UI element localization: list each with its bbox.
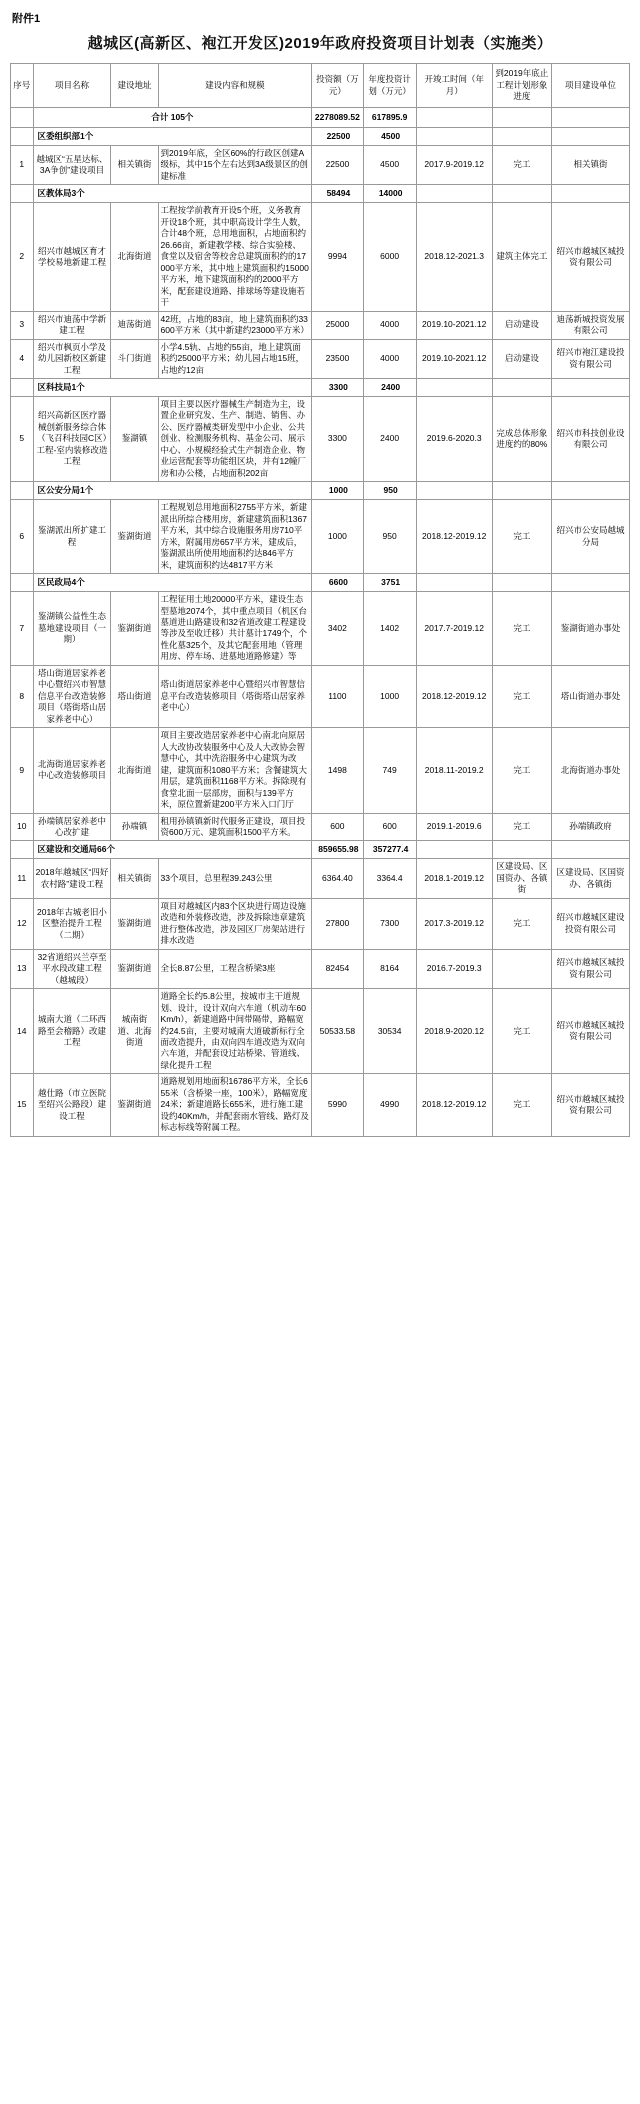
- section-label: 区民政局4个: [33, 574, 312, 592]
- section-no: [11, 128, 34, 146]
- section-schedule: [416, 128, 492, 146]
- section-annual-plan: 14000: [363, 185, 416, 203]
- col-project-name: 项目名称: [33, 64, 111, 108]
- row-schedule: 2018.12-2019.12: [416, 665, 492, 727]
- section-label: 区教体局3个: [33, 185, 312, 203]
- row-unit: 北海街道办事处: [552, 728, 630, 813]
- row-schedule: 2019.10-2021.12: [416, 311, 492, 339]
- row-no: 15: [11, 1074, 34, 1136]
- row-content: 小学4.5轨、占地约55亩，地上建筑面积约25000平方米；幼儿园占地15班，占地约12亩: [158, 339, 312, 378]
- row-annual-plan: 749: [363, 728, 416, 813]
- table-section-row: [11, 482, 630, 500]
- row-project-name: 越城区“五星达标、3A争创”建设项目: [33, 146, 111, 185]
- row-progress: 完工: [492, 592, 551, 666]
- section-progress: [492, 128, 551, 146]
- row-content: 项目对越城区内83个区块进行周边设施改造和外装修改造，涉及拆除违章建筑进行整体改造，涉及园区厂房架站进行排水改造: [158, 898, 312, 949]
- row-progress: 建筑主体完工: [492, 203, 551, 311]
- table-row: [11, 859, 630, 898]
- row-project-name: 越仕路（市立医院至绍兴公路段）建设工程: [33, 1074, 111, 1136]
- col-no: 序号: [11, 64, 34, 108]
- row-investment: 9994: [312, 203, 363, 311]
- row-unit: 绍兴市袍江建设投资有限公司: [552, 339, 630, 378]
- row-unit: 孙端镇政府: [552, 813, 630, 841]
- row-no: 10: [11, 813, 34, 841]
- section-unit: [552, 128, 630, 146]
- row-investment: 50533.58: [312, 989, 363, 1074]
- table-row: [11, 339, 630, 378]
- table-row: [11, 592, 630, 666]
- row-content: 项目主要改造居家养老中心南北向原居人大改协改装服务中心及人大改协会智慧中心，其中洗浴服务中心建筑为改建，建筑面积1080平方米；含餐建筑大用层，建筑面积1168平方米。拆除现有食堂北面一层部房，面积与139平方米，原位置新建200平方米入口门厅: [158, 728, 312, 813]
- row-project-name: 城南大道（二环西路至会稽路）改建工程: [33, 989, 111, 1074]
- table-section-row: [11, 128, 630, 146]
- row-progress: 完工: [492, 665, 551, 727]
- section-unit: [552, 482, 630, 500]
- section-schedule: [416, 841, 492, 859]
- row-unit: 绍兴市公安局越城分局: [552, 500, 630, 574]
- row-unit: 区建设局、区国资办、各镇街: [552, 859, 630, 898]
- row-unit: 迪荡新城投资发展有限公司: [552, 311, 630, 339]
- row-no: 5: [11, 396, 34, 481]
- section-annual-plan: 357277.4: [363, 841, 416, 859]
- row-no: 7: [11, 592, 34, 666]
- table-row: [11, 813, 630, 841]
- row-content: 工程规划总用地面积2755平方米，新建派出所综合楼用房，新建建筑面积1367平方米，其中综合设施服务用房710平方米，附属用房657平方米，建成后，鉴湖派出所使用地面积约达846平方米，建筑面积约达4817平方米: [158, 500, 312, 574]
- section-no: [11, 574, 34, 592]
- row-progress: 完工: [492, 728, 551, 813]
- row-annual-plan: 4500: [363, 146, 416, 185]
- row-project-name: 2018年越城区“四好农村路”建设工程: [33, 859, 111, 898]
- row-content: 项目主要以医疗器械生产制造为主，设置企业研究发、生产、制造、销售、办公、医疗器械类研发型中小企业、公共创业、检测服务机构、基金公司、展示中心、小规模经验式生产制造企业、物业运营配套等功能组区块，并有12幢厂房和办公楼，占地面积202亩: [158, 396, 312, 481]
- section-schedule: [416, 378, 492, 396]
- total-schedule: [416, 108, 492, 128]
- row-investment: 23500: [312, 339, 363, 378]
- section-investment: 22500: [312, 128, 363, 146]
- col-annual-plan: 年度投资计划（万元）: [363, 64, 416, 108]
- row-progress: 启动建设: [492, 311, 551, 339]
- section-annual-plan: 3751: [363, 574, 416, 592]
- row-progress: 完成总体形象进度约的80%: [492, 396, 551, 481]
- row-progress: 完工: [492, 898, 551, 949]
- page-title: 越城区(高新区、袍江开发区)2019年政府投资项目计划表（实施类）: [87, 35, 553, 52]
- table-header: [11, 64, 630, 108]
- row-content: 道路全长约5.8公里，按城市主干道规划、设计，设计双向六车道（机动车60Km/h），新建道路中间带隔带，路幅宽约24.5亩，主要对城南大道破新标行全面改造提升，由双向四车道改造为双向六车道，并配套设过站桥梁、管道线、绿化提升工程: [158, 989, 312, 1074]
- section-investment: 6600: [312, 574, 363, 592]
- total-unit: [552, 108, 630, 128]
- row-location: 北海街道: [111, 728, 158, 813]
- row-no: 9: [11, 728, 34, 813]
- section-label: 区科技局1个: [33, 378, 312, 396]
- section-no: [11, 482, 34, 500]
- row-no: 13: [11, 949, 34, 988]
- section-investment: 1000: [312, 482, 363, 500]
- row-annual-plan: 4000: [363, 339, 416, 378]
- row-no: 12: [11, 898, 34, 949]
- row-content: 42班，占地的83亩，地上建筑面积约33600平方米（其中新建约23000平方米）: [158, 311, 312, 339]
- row-investment: 3402: [312, 592, 363, 666]
- table-row: [11, 1074, 630, 1136]
- row-annual-plan: 4990: [363, 1074, 416, 1136]
- row-content: 到2019年底，全区60%的行政区创建A级标，其中15个左右达到3A级景区的创建标准: [158, 146, 312, 185]
- section-progress: [492, 841, 551, 859]
- row-investment: 27800: [312, 898, 363, 949]
- row-progress: 完工: [492, 1074, 551, 1136]
- row-location: 鉴湖街道: [111, 1074, 158, 1136]
- row-schedule: 2018.12-2021.3: [416, 203, 492, 311]
- row-project-name: 塔山街道居家养老中心暨绍兴市智慧信息平台改造装修项目（塔街塔山居家养老中心）: [33, 665, 111, 727]
- table-row: [11, 665, 630, 727]
- col-content: 建设内容和规模: [158, 64, 312, 108]
- row-location: 城南街道、北海街道: [111, 989, 158, 1074]
- row-location: 北海街道: [111, 203, 158, 311]
- row-no: 4: [11, 339, 34, 378]
- table-row: [11, 311, 630, 339]
- row-project-name: 绍兴高新区医疗器械创新服务综合体（飞召科技园C区）工程-室内装修改造工程: [33, 396, 111, 481]
- section-unit: [552, 841, 630, 859]
- row-project-name: 2018年古城老旧小区整治提升工程（二期）: [33, 898, 111, 949]
- row-no: 1: [11, 146, 34, 185]
- row-progress: 完工: [492, 813, 551, 841]
- table-row: [11, 146, 630, 185]
- row-project-name: 绍兴市迪荡中学新建工程: [33, 311, 111, 339]
- row-content: 租用孙镇镇新时代服务正建设，项目投资600万元、建筑面积1500平方米。: [158, 813, 312, 841]
- row-content: 塔山街道居家养老中心暨绍兴市智慧信息平台改造装修项目（塔街塔山居家养老中心）: [158, 665, 312, 727]
- row-location: 鉴湖街道: [111, 500, 158, 574]
- row-investment: 1498: [312, 728, 363, 813]
- row-schedule: 2018.9-2020.12: [416, 989, 492, 1074]
- table-row: [11, 989, 630, 1074]
- row-location: 鉴湖街道: [111, 898, 158, 949]
- row-annual-plan: 950: [363, 500, 416, 574]
- row-content: 工程征用土地20000平方米，建设生态型墓地2074个，其中重点项目（机区台墓道进山路建设和32省道改建工程建设等涉及至收迁移）共计墓计1749个，个性化墓325个，及其它配套用地（管理用房、停车场、进墓地道路修建）等: [158, 592, 312, 666]
- section-unit: [552, 185, 630, 203]
- row-annual-plan: 6000: [363, 203, 416, 311]
- row-unit: 绍兴市科技创业设有限公司: [552, 396, 630, 481]
- row-annual-plan: 1000: [363, 665, 416, 727]
- row-progress: 完工: [492, 500, 551, 574]
- section-label: 区公安分局1个: [33, 482, 312, 500]
- total-annual-plan: 617895.9: [363, 108, 416, 128]
- row-annual-plan: 7300: [363, 898, 416, 949]
- row-investment: 1100: [312, 665, 363, 727]
- attachment-label: 附件1: [12, 13, 41, 25]
- row-progress: 完工: [492, 989, 551, 1074]
- row-no: 8: [11, 665, 34, 727]
- section-schedule: [416, 185, 492, 203]
- row-project-name: 绍兴市越城区育才学校易地新建工程: [33, 203, 111, 311]
- section-schedule: [416, 574, 492, 592]
- col-progress: 到2019年底止工程计划形象进度: [492, 64, 551, 108]
- row-annual-plan: 1402: [363, 592, 416, 666]
- section-progress: [492, 574, 551, 592]
- row-location: 孙端镇: [111, 813, 158, 841]
- section-no: [11, 841, 34, 859]
- col-location: 建设地址: [111, 64, 158, 108]
- row-unit: 鉴湖街道办事处: [552, 592, 630, 666]
- row-annual-plan: 600: [363, 813, 416, 841]
- row-progress: 完工: [492, 146, 551, 185]
- section-unit: [552, 378, 630, 396]
- section-investment: 58494: [312, 185, 363, 203]
- row-unit: 绍兴市越城区城投资有限公司: [552, 203, 630, 311]
- row-investment: 3300: [312, 396, 363, 481]
- row-schedule: 2018.11-2019.2: [416, 728, 492, 813]
- row-schedule: 2018.12-2019.12: [416, 1074, 492, 1136]
- section-no: [11, 185, 34, 203]
- row-progress: 区建设局、区国资办、各镇街: [492, 859, 551, 898]
- col-investment: 投资额（万元）: [312, 64, 363, 108]
- table-row: [11, 728, 630, 813]
- table-row: [11, 949, 630, 988]
- section-progress: [492, 378, 551, 396]
- row-annual-plan: 8164: [363, 949, 416, 988]
- row-annual-plan: 3364.4: [363, 859, 416, 898]
- row-investment: 6364.40: [312, 859, 363, 898]
- row-schedule: 2017.7-2019.12: [416, 592, 492, 666]
- row-unit: 相关镇街: [552, 146, 630, 185]
- col-schedule: 开竣工时间（年月）: [416, 64, 492, 108]
- row-annual-plan: 4000: [363, 311, 416, 339]
- header-row: [11, 64, 630, 108]
- total-no: [11, 108, 34, 128]
- row-unit: 绍兴市越城区城投资有限公司: [552, 1074, 630, 1136]
- total-label: 合计 105个: [33, 108, 312, 128]
- investment-project-table: [10, 63, 630, 1137]
- row-location: 迪荡街道: [111, 311, 158, 339]
- row-investment: 25000: [312, 311, 363, 339]
- row-location: 鉴湖镇: [111, 396, 158, 481]
- table-row: [11, 898, 630, 949]
- row-schedule: 2017.9-2019.12: [416, 146, 492, 185]
- row-investment: 5990: [312, 1074, 363, 1136]
- section-label: 区建设和交通局66个: [33, 841, 312, 859]
- row-project-name: 绍兴市枫页小学及幼儿园新校区新建工程: [33, 339, 111, 378]
- row-annual-plan: 2400: [363, 396, 416, 481]
- row-content: 道路规划用地面积16786平方米，全长655米（含桥梁一座，100米），路幅宽度24米；新建道路长655米，进行施工建设约40Km/h，并配套雨水管线、路灯及标志标线等附属工程。: [158, 1074, 312, 1136]
- section-annual-plan: 950: [363, 482, 416, 500]
- row-schedule: 2019.10-2021.12: [416, 339, 492, 378]
- row-annual-plan: 30534: [363, 989, 416, 1074]
- row-location: 相关镇街: [111, 146, 158, 185]
- row-progress: 启动建设: [492, 339, 551, 378]
- row-location: 相关镇街: [111, 859, 158, 898]
- row-unit: 绍兴市越城区城投资有限公司: [552, 949, 630, 988]
- row-location: 鉴湖街道: [111, 949, 158, 988]
- row-unit: 塔山街道办事处: [552, 665, 630, 727]
- row-schedule: 2016.7-2019.3: [416, 949, 492, 988]
- table-row: [11, 396, 630, 481]
- row-schedule: 2019.6-2020.3: [416, 396, 492, 481]
- section-progress: [492, 185, 551, 203]
- row-no: 6: [11, 500, 34, 574]
- row-schedule: 2017.3-2019.12: [416, 898, 492, 949]
- table-section-row: [11, 378, 630, 396]
- section-annual-plan: 2400: [363, 378, 416, 396]
- section-label: 区委组织部1个: [33, 128, 312, 146]
- row-schedule: 2019.1-2019.6: [416, 813, 492, 841]
- total-progress: [492, 108, 551, 128]
- section-no: [11, 378, 34, 396]
- total-investment: 2278089.52: [312, 108, 363, 128]
- row-investment: 22500: [312, 146, 363, 185]
- table-total-row: [11, 108, 630, 128]
- row-project-name: 北海街道居家养老中心改造装修项目: [33, 728, 111, 813]
- table-section-row: [11, 185, 630, 203]
- row-no: 11: [11, 859, 34, 898]
- section-investment: 3300: [312, 378, 363, 396]
- row-progress: [492, 949, 551, 988]
- col-unit: 项目建设单位: [552, 64, 630, 108]
- section-progress: [492, 482, 551, 500]
- row-project-name: 孙端镇居家养老中心改扩建: [33, 813, 111, 841]
- section-annual-plan: 4500: [363, 128, 416, 146]
- row-investment: 600: [312, 813, 363, 841]
- table-row: [11, 203, 630, 311]
- section-unit: [552, 574, 630, 592]
- row-unit: 绍兴市越城区城投资有限公司: [552, 989, 630, 1074]
- row-no: 3: [11, 311, 34, 339]
- row-location: 塔山街道: [111, 665, 158, 727]
- row-investment: 1000: [312, 500, 363, 574]
- table-body: [11, 108, 630, 1137]
- row-content: 全长8.87公里，工程含桥梁3座: [158, 949, 312, 988]
- row-unit: 绍兴市越城区建设投资有限公司: [552, 898, 630, 949]
- row-no: 2: [11, 203, 34, 311]
- table-row: [11, 500, 630, 574]
- section-investment: 859655.98: [312, 841, 363, 859]
- row-location: 斗门街道: [111, 339, 158, 378]
- row-content: 工程按学前教育开设5个班，义务教育开设18个班，其中职高设计学生人数，合计48个班，总用地面积，占地面积约26.66亩，新建教学楼、综合实验楼、食堂以及宿舍等校舍总建筑面积约的17000平方米，其中地上建筑面积约15000平方米，地下建筑面积约的2000平方米，配套建设道路、排球场等建设施若干: [158, 203, 312, 311]
- row-project-name: 鉴湖派出所扩建工程: [33, 500, 111, 574]
- section-schedule: [416, 482, 492, 500]
- table-section-row: [11, 841, 630, 859]
- row-project-name: 32省道绍兴兰亭至平水段改建工程（越城段）: [33, 949, 111, 988]
- row-schedule: 2018.1-2019.12: [416, 859, 492, 898]
- row-no: 14: [11, 989, 34, 1074]
- row-location: 鉴湖街道: [111, 592, 158, 666]
- table-section-row: [11, 574, 630, 592]
- row-investment: 82454: [312, 949, 363, 988]
- row-content: 33个项目，总里程39.243公里: [158, 859, 312, 898]
- row-schedule: 2018.12-2019.12: [416, 500, 492, 574]
- row-project-name: 鉴湖镇公益性生态墓地建设项目（一期）: [33, 592, 111, 666]
